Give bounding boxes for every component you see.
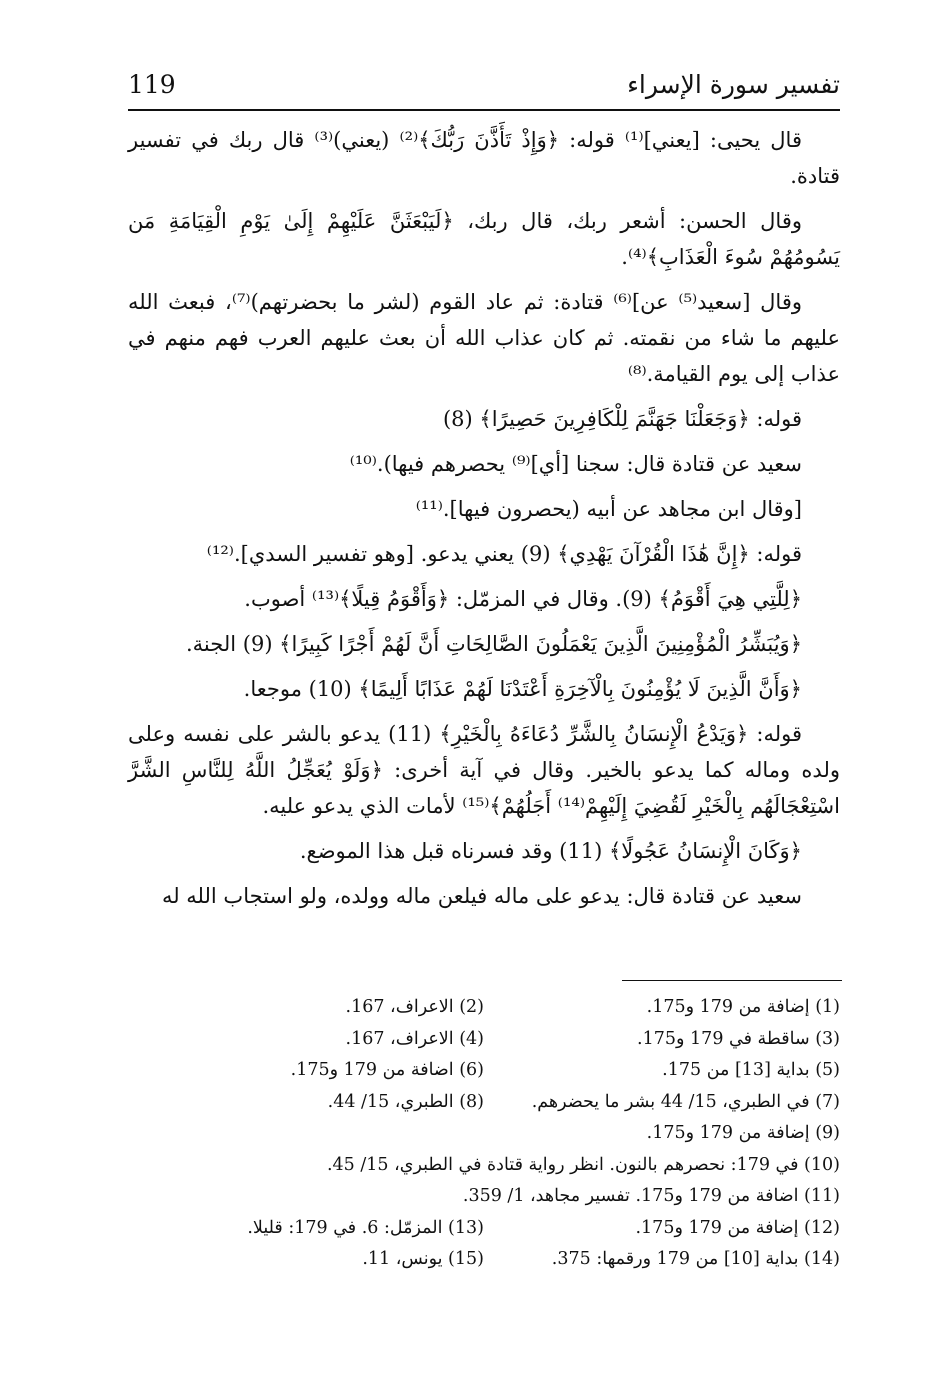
footnote: (14) بداية [10] من 179 ورقمها: 375. xyxy=(551,1249,840,1269)
paragraph: [وقال ابن مجاهد عن أبيه (يحصرون فيها].⁽¹¹⁾ xyxy=(415,497,802,521)
paragraph: قوله: ﴿إِنَّ هَٰذَا الْقُرْآنَ يَهْدِي﴾ (9) يعني يدعو. [وهو تفسير السدي].⁽¹²⁾ xyxy=(206,542,802,566)
footnote-row xyxy=(128,1087,840,1119)
footnote-row xyxy=(128,1181,840,1213)
footnote-row xyxy=(128,1055,840,1087)
running-header xyxy=(128,66,840,106)
footnote: (2) الاعراف، 167. xyxy=(345,997,484,1017)
paragraph: وقال الحسن: أشعر ربك، قال ربك، ﴿لَيَبْعَثَنَّ عَلَيْهِمْ إِلَىٰ يَوْمِ الْقِيَامَةِ مَن يَسُومُهُمْ سُوءَ الْعَذَابِ﴾⁽⁴⁾. xyxy=(128,209,840,269)
paragraph: وقال [سعيد⁽⁵⁾ عن]⁽⁶⁾ قتادة: ثم عاد القوم (لشر ما بحضرتهم)⁽⁷⁾، فبعث الله عليهم ما شاء من نقمته. ثم كان عذاب الله أن بعث عليهم العرب فهم منهم في عذاب إلى يوم القيامة.⁽⁸⁾ xyxy=(128,290,840,386)
footnote: (15) يونس، 11. xyxy=(362,1249,484,1269)
footnote-row xyxy=(128,1024,840,1056)
footnote: (5) بداية [13] من 175. xyxy=(662,1060,840,1080)
footnote: (12) إضافة من 179 و175. xyxy=(635,1217,840,1238)
paragraph: قوله: ﴿وَجَعَلْنَا جَهَنَّمَ لِلْكَافِرِينَ حَصِيرًا﴾ (8) xyxy=(442,407,802,431)
header-divider xyxy=(128,109,840,111)
footnote-row xyxy=(128,1118,840,1150)
paragraph: قال يحيى: [يعني]⁽¹⁾ قوله: ﴿وَإِذْ تَأَذَّنَ رَبُّكَ﴾⁽²⁾ (يعني)⁽³⁾ قال ربك في تفسير قتادة. xyxy=(128,128,840,188)
footnote: (11) اضافة من 179 و175. تفسير مجاهد، 1/ 359. xyxy=(462,1186,840,1206)
footnote: (13) المزمّل: 6. في 179: قليلا. xyxy=(247,1217,484,1238)
footnote: (10) في 179: نحصرهم بالنون. انظر رواية قتادة في الطبري، 15/ 45. xyxy=(326,1154,840,1175)
footnote-row xyxy=(128,992,840,1024)
paragraph: ﴿وَأَنَّ الَّذِينَ لَا يُؤْمِنُونَ بِالْآخِرَةِ أَعْتَدْنَا لَهُمْ عَذَابًا أَلِيمًا﴾ (10) موجعا. xyxy=(243,677,802,701)
footnote-divider xyxy=(622,980,842,981)
paragraph: سعيد عن قتادة قال: يدعو على ماله فيلعن ماله وولده، ولو استجاب الله له xyxy=(161,884,802,908)
paragraph: ﴿وَيُبَشِّرُ الْمُؤْمِنِينَ الَّذِينَ يَعْمَلُونَ الصَّالِحَاتِ أَنَّ لَهُمْ أَجْرًا كَبِيرًا﴾ (9) الجنة. xyxy=(186,632,802,656)
footnote: (3) ساقطة في 179 و175. xyxy=(637,1028,840,1049)
footnote-row xyxy=(128,1244,840,1276)
main-text xyxy=(128,122,840,923)
page-number: 119 xyxy=(128,70,176,99)
header-title: تفسير سورة الإسراء xyxy=(627,70,840,99)
paragraph: ﴿لِلَّتِي هِيَ أَقْوَمُ﴾ (9). وقال في المزمّل: ﴿وَأَقْوَمُ قِيلًا﴾⁽¹³⁾ أصوب. xyxy=(244,587,802,611)
paragraph: سعيد عن قتادة قال: سجنا [أي]⁽⁹⁾ يحصرهم فيها).⁽¹⁰⁾ xyxy=(349,452,802,476)
footnote-row xyxy=(128,1150,840,1182)
footnotes xyxy=(128,992,840,1276)
footnote: (8) الطبري، 15/ 44. xyxy=(327,1091,484,1112)
paragraph: قوله: ﴿وَيَدْعُ الْإِنسَانُ بِالشَّرِّ دُعَاءَهُ بِالْخَيْرِ﴾ (11) يدعو بالشر على نفسه وعلى ولده وماله كما يدعو بالخير. وقال في آية أخرى: ﴿وَلَوْ يُعَجِّلُ اللَّهُ لِلنَّاسِ الشَّرَّ اسْتِعْجَالَهُم بِالْخَيْرِ لَقُضِيَ إِلَيْهِمْ⁽¹⁴⁾ أَجَلُهُمْ﴾⁽¹⁵⁾ لأمات الذي يدعو عليه. xyxy=(128,722,840,818)
footnote: (9) إضافة من 179 و175. xyxy=(646,1123,840,1143)
footnote: (7) في الطبري، 15/ 44 بشر ما يحضرهم. xyxy=(531,1091,840,1112)
footnote: (1) إضافة من 179 و175. xyxy=(646,997,840,1017)
footnote: (6) اضافة من 179 و175. xyxy=(290,1060,484,1080)
footnote-row xyxy=(128,1213,840,1245)
footnote: (4) الاعراف، 167. xyxy=(345,1028,484,1049)
paragraph: ﴿وَكَانَ الْإِنسَانُ عَجُولًا﴾ (11) وقد فسرناه قبل هذا الموضع. xyxy=(299,839,802,863)
